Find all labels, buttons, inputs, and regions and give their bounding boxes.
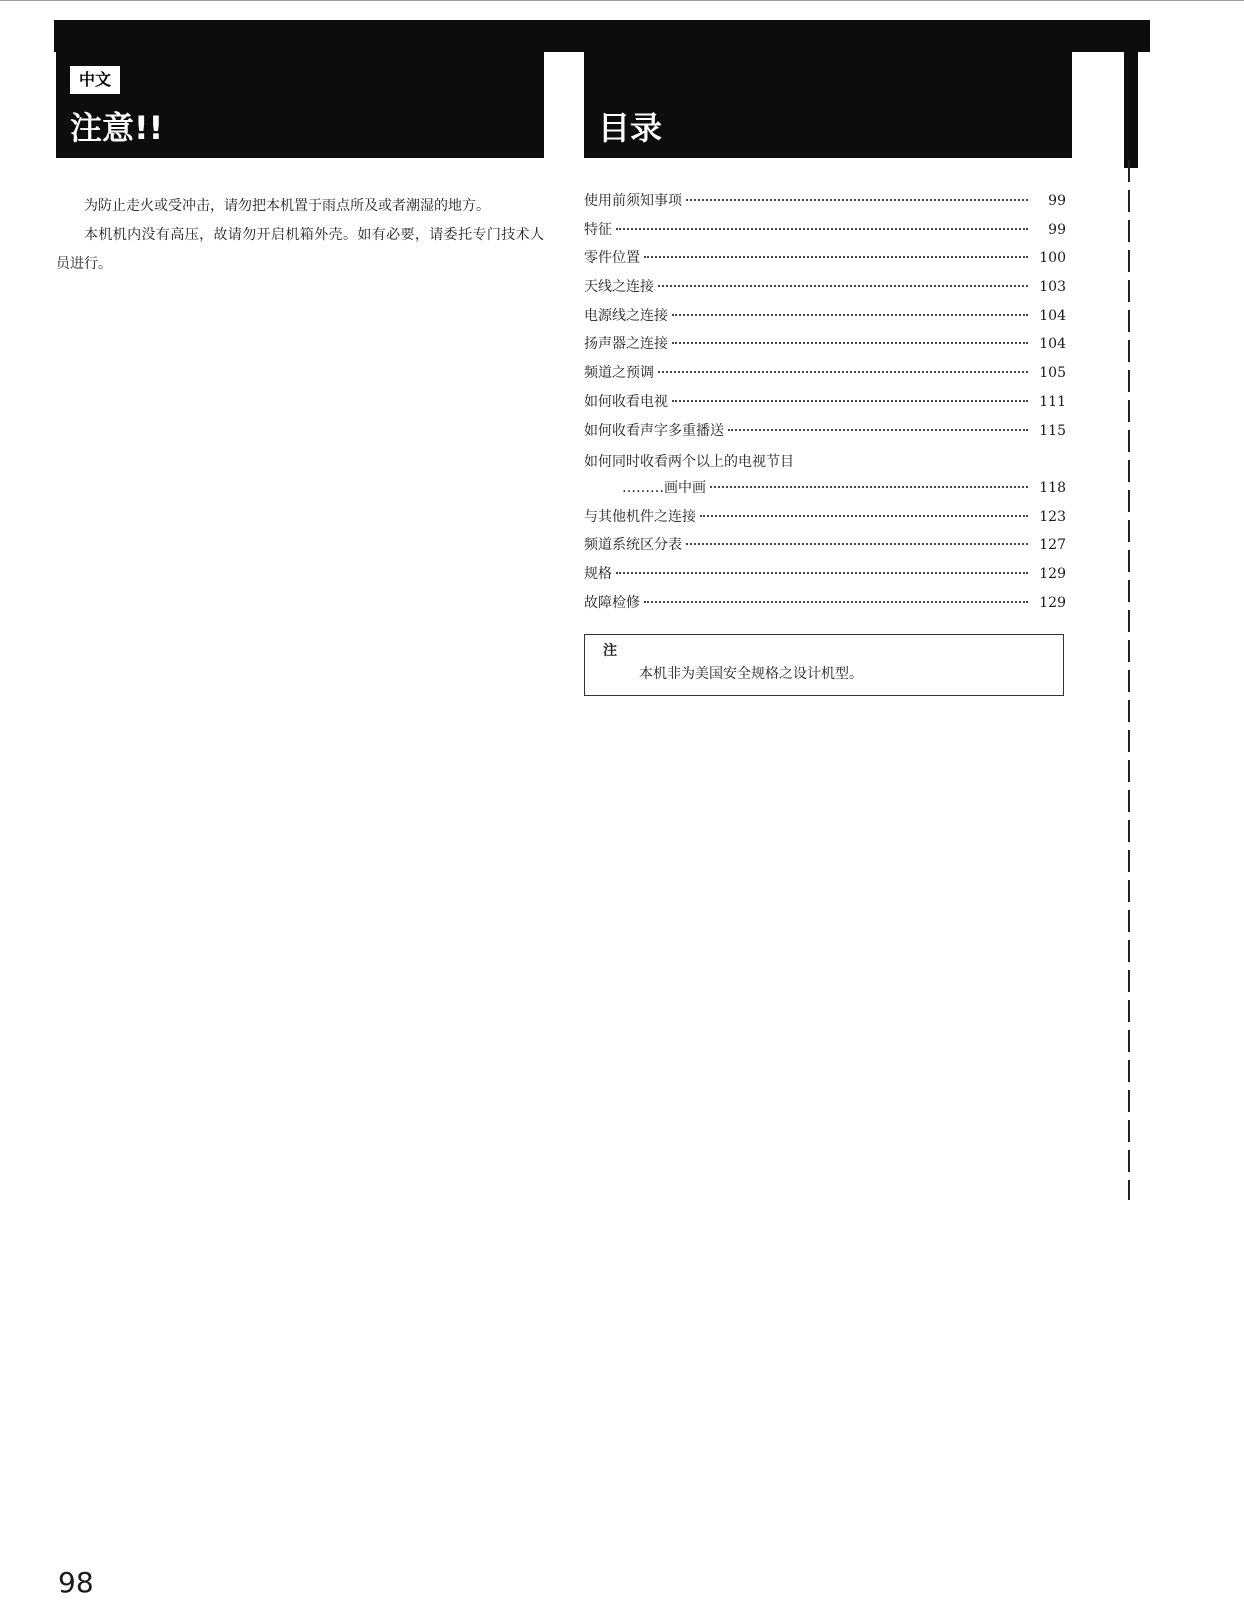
page-number: 98 [58, 1566, 94, 1599]
note-text: 本机非为美国安全规格之设计机型。 [639, 666, 863, 682]
table-of-contents [584, 190, 1066, 620]
language-tag: 中文 [70, 66, 120, 94]
toc-label: 如何收看电视 [584, 393, 668, 410]
toc-page: 127 [1039, 537, 1066, 554]
toc-label: 使用前须知事项 [584, 193, 682, 209]
toc-page: 99 [1048, 221, 1066, 238]
toc-item[interactable] [584, 362, 1066, 391]
top-rule [0, 0, 1244, 1]
contents-title: 目录 [598, 109, 663, 147]
toc-page: 103 [1039, 279, 1066, 296]
toc-leader [658, 371, 1028, 373]
toc-item[interactable] [584, 534, 1066, 563]
toc-item[interactable] [584, 305, 1066, 334]
toc-leader [616, 228, 1028, 230]
toc-page: 99 [1048, 193, 1066, 209]
toc-page: 129 [1039, 565, 1066, 582]
toc-leader [686, 199, 1028, 201]
caution-paragraph: 为防止走火或受冲击，请勿把本机置于雨点所及或者潮湿的地方。 [84, 198, 490, 214]
toc-label: 零件位置 [584, 250, 640, 267]
caution-body [56, 192, 544, 279]
toc-label: 故障检修 [584, 594, 640, 611]
toc-item[interactable] [584, 506, 1066, 535]
toc-item[interactable] [584, 276, 1066, 305]
toc-item[interactable] [584, 563, 1066, 592]
toc-leader [728, 429, 1028, 431]
toc-page: 105 [1039, 365, 1066, 382]
toc-leader [672, 400, 1028, 402]
toc-leader [710, 486, 1028, 488]
contents-header [584, 48, 1072, 158]
toc-label: 电源线之连接 [584, 307, 668, 324]
toc-item[interactable] [584, 592, 1066, 621]
note-box [584, 634, 1064, 696]
toc-item-multiline[interactable] [584, 448, 1066, 477]
toc-label: 规格 [584, 565, 612, 582]
toc-item[interactable] [584, 333, 1066, 362]
toc-page: 104 [1039, 307, 1066, 324]
toc-label: 频道系统区分表 [584, 537, 682, 554]
note-title: 注 [603, 643, 617, 659]
toc-leader [644, 601, 1028, 603]
toc-label: 如何同时收看两个以上的电视节目 [584, 454, 794, 471]
scan-edge [1124, 48, 1138, 168]
toc-item[interactable] [584, 420, 1066, 449]
toc-page: 104 [1039, 336, 1066, 353]
caution-header [56, 48, 544, 158]
caution-title: 注意!! [70, 109, 164, 147]
toc-label: 扬声器之连接 [584, 336, 668, 353]
toc-page: 129 [1039, 594, 1066, 611]
toc-leader [672, 314, 1028, 316]
toc-leader [672, 342, 1028, 344]
toc-label: 频道之预调 [584, 365, 654, 382]
toc-label: 特征 [584, 221, 612, 238]
toc-leader [658, 285, 1028, 287]
toc-page: 111 [1039, 393, 1066, 410]
toc-page: 123 [1039, 508, 1066, 525]
toc-item[interactable] [584, 190, 1066, 219]
toc-page: 100 [1039, 250, 1066, 267]
toc-label: 如何收看声字多重播送 [584, 422, 724, 439]
caution-paragraph: 本机机内没有高压，故请勿开启机箱外壳。如有必要，请委托专门技术人员进行。 [56, 227, 544, 272]
toc-item[interactable] [584, 247, 1066, 276]
toc-item-continued[interactable] [584, 477, 1066, 506]
toc-item[interactable] [584, 219, 1066, 248]
toc-leader [686, 543, 1028, 545]
toc-label: ………画中画 [622, 479, 706, 496]
toc-leader [700, 515, 1028, 517]
toc-label: 天线之连接 [584, 279, 654, 296]
scan-edge-line [1128, 160, 1130, 1200]
toc-label: 与其他机件之连接 [584, 508, 696, 525]
toc-leader [616, 572, 1028, 574]
toc-item[interactable] [584, 391, 1066, 420]
toc-page: 118 [1039, 479, 1066, 496]
toc-page: 115 [1039, 422, 1066, 439]
toc-leader [644, 256, 1028, 258]
